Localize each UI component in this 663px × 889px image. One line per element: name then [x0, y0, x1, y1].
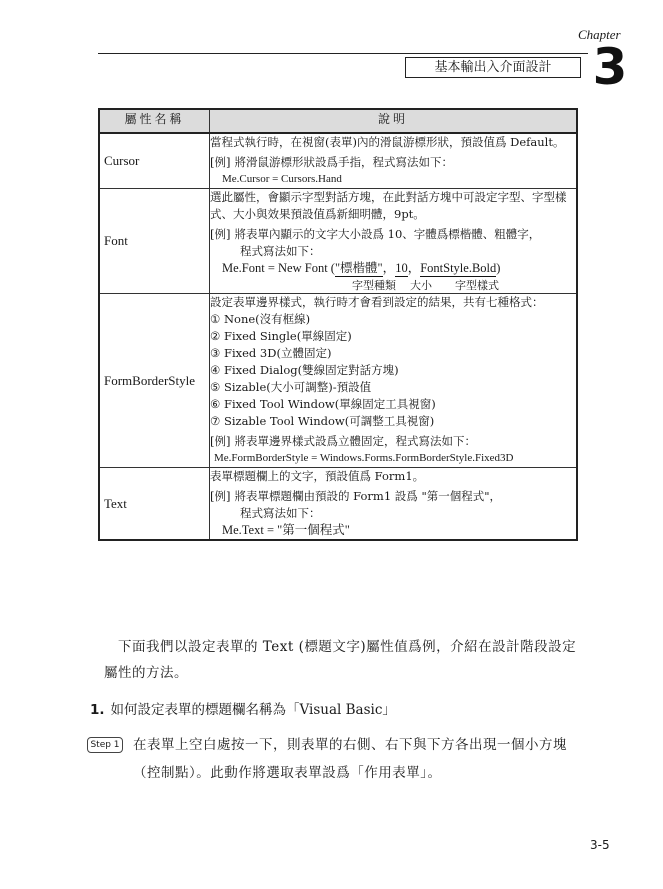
property-name: Font: [99, 189, 210, 294]
body-paragraph: 下面我們以設定表單的 Text (標題文字)屬性值爲例，介紹在設計階段設定屬性的方法。: [104, 639, 577, 681]
step-badge: Step 1: [87, 737, 123, 753]
chapter-label: Chapter: [578, 27, 621, 42]
example-tag: [例]: [210, 155, 231, 169]
code-line: Me.Text = "第一個程式": [222, 523, 350, 537]
annotation-font-face: 字型種類: [352, 279, 396, 292]
table-row-formborderstyle: [99, 294, 577, 468]
table-header-row: [99, 109, 577, 133]
description-text: 設定表單邊界樣式，執行時才會看到設定的結果，共有七種格式：: [210, 295, 544, 309]
description-text: 表單標題欄上的文字，預設值爲 Form1。: [210, 469, 425, 483]
example-text: 將表單內顯示的文字大小設爲 10、字體爲標楷體、粗體字，: [234, 227, 541, 241]
code-annotations: [210, 277, 576, 293]
property-name: FormBorderStyle: [99, 294, 210, 468]
step-heading-text: 如何設定表單的標題欄名稱為「Visual Basic」: [110, 702, 396, 718]
code-suffix: ): [496, 261, 501, 275]
example-text: 將表單邊界樣式設爲立體固定，程式寫法如下：: [234, 434, 476, 448]
example-tag: [例]: [210, 489, 231, 503]
list-item: ③ Fixed 3D(立體固定): [210, 346, 332, 360]
description-text: 選此屬性，會顯示字型對話方塊，在此對話方塊中可設定字型、字型樣式、大小與效果預設值爲新細明體，9pt。: [210, 190, 567, 221]
property-description: [210, 294, 578, 468]
example-continuation: 程式寫法如下：: [240, 244, 321, 258]
example-line: [210, 488, 576, 505]
list-item: ⑦ Sizable Tool Window(可調整工具視窗): [210, 414, 435, 428]
code-font-face: "標楷體": [334, 261, 383, 275]
annotation-font-size: 大小: [410, 279, 432, 292]
property-description: [210, 133, 578, 189]
step-instruction: 在表單上空白處按一下，則表單的右側、右下與下方各出現一個小方塊（控制點）。此動作將選取表單設爲「作用表單」。: [133, 737, 567, 781]
code-separator: ，: [407, 261, 421, 275]
chapter-number: 3: [592, 38, 628, 96]
example-text: 將滑鼠游標形狀設爲手指，程式寫法如下：: [234, 155, 453, 169]
table-row-text: [99, 468, 577, 541]
example-tag: [例]: [210, 227, 231, 241]
property-description: [210, 189, 578, 294]
property-name: Cursor: [99, 133, 210, 189]
example-continuation: 程式寫法如下：: [240, 506, 321, 520]
section-title: 基本輸出入介面設計: [405, 57, 581, 78]
example-line: [210, 433, 576, 450]
list-item: ① None(沒有框線): [210, 312, 311, 326]
example-line: [210, 154, 576, 171]
step-heading: [90, 700, 396, 720]
page-number: 3-5: [590, 838, 610, 852]
code-line: Me.FormBorderStyle = Windows.Forms.FormBorderStyle.Fixed3D: [214, 452, 514, 464]
header-rule: [98, 53, 588, 54]
list-item: ④ Fixed Dialog(雙線固定對話方塊): [210, 363, 399, 377]
table-row-font: [99, 189, 577, 294]
step-heading-number: 1.: [90, 702, 105, 718]
example-line: [210, 226, 576, 243]
list-item: ② Fixed Single(單線固定): [210, 329, 352, 343]
example-text: 將表單標題欄由預設的 Form1 設爲 "第一個程式"，: [234, 489, 502, 503]
code-line: Me.Cursor = Cursors.Hand: [222, 173, 342, 185]
column-header-description: 說明: [210, 109, 578, 133]
code-prefix: Me.Font = New Font (: [222, 261, 335, 275]
code-line: [210, 260, 576, 277]
table-row-cursor: [99, 133, 577, 189]
list-item: ⑤ Sizable(大小可調整)-預設值: [210, 380, 372, 394]
description-text: 當程式執行時，在視窗(表單)內的滑鼠游標形狀，預設值爲 Default。: [210, 135, 565, 149]
code-font-style: FontStyle.Bold: [420, 261, 497, 275]
code-separator: ，: [382, 261, 396, 275]
code-font-size: 10: [395, 261, 408, 275]
annotation-font-style: 字型樣式: [455, 279, 499, 292]
property-table: [98, 108, 578, 541]
property-description: [210, 468, 578, 541]
example-tag: [例]: [210, 434, 231, 448]
column-header-property-name: 屬性名稱: [99, 109, 210, 133]
list-item: ⑥ Fixed Tool Window(單線固定工具視窗): [210, 397, 436, 411]
property-name: Text: [99, 468, 210, 541]
